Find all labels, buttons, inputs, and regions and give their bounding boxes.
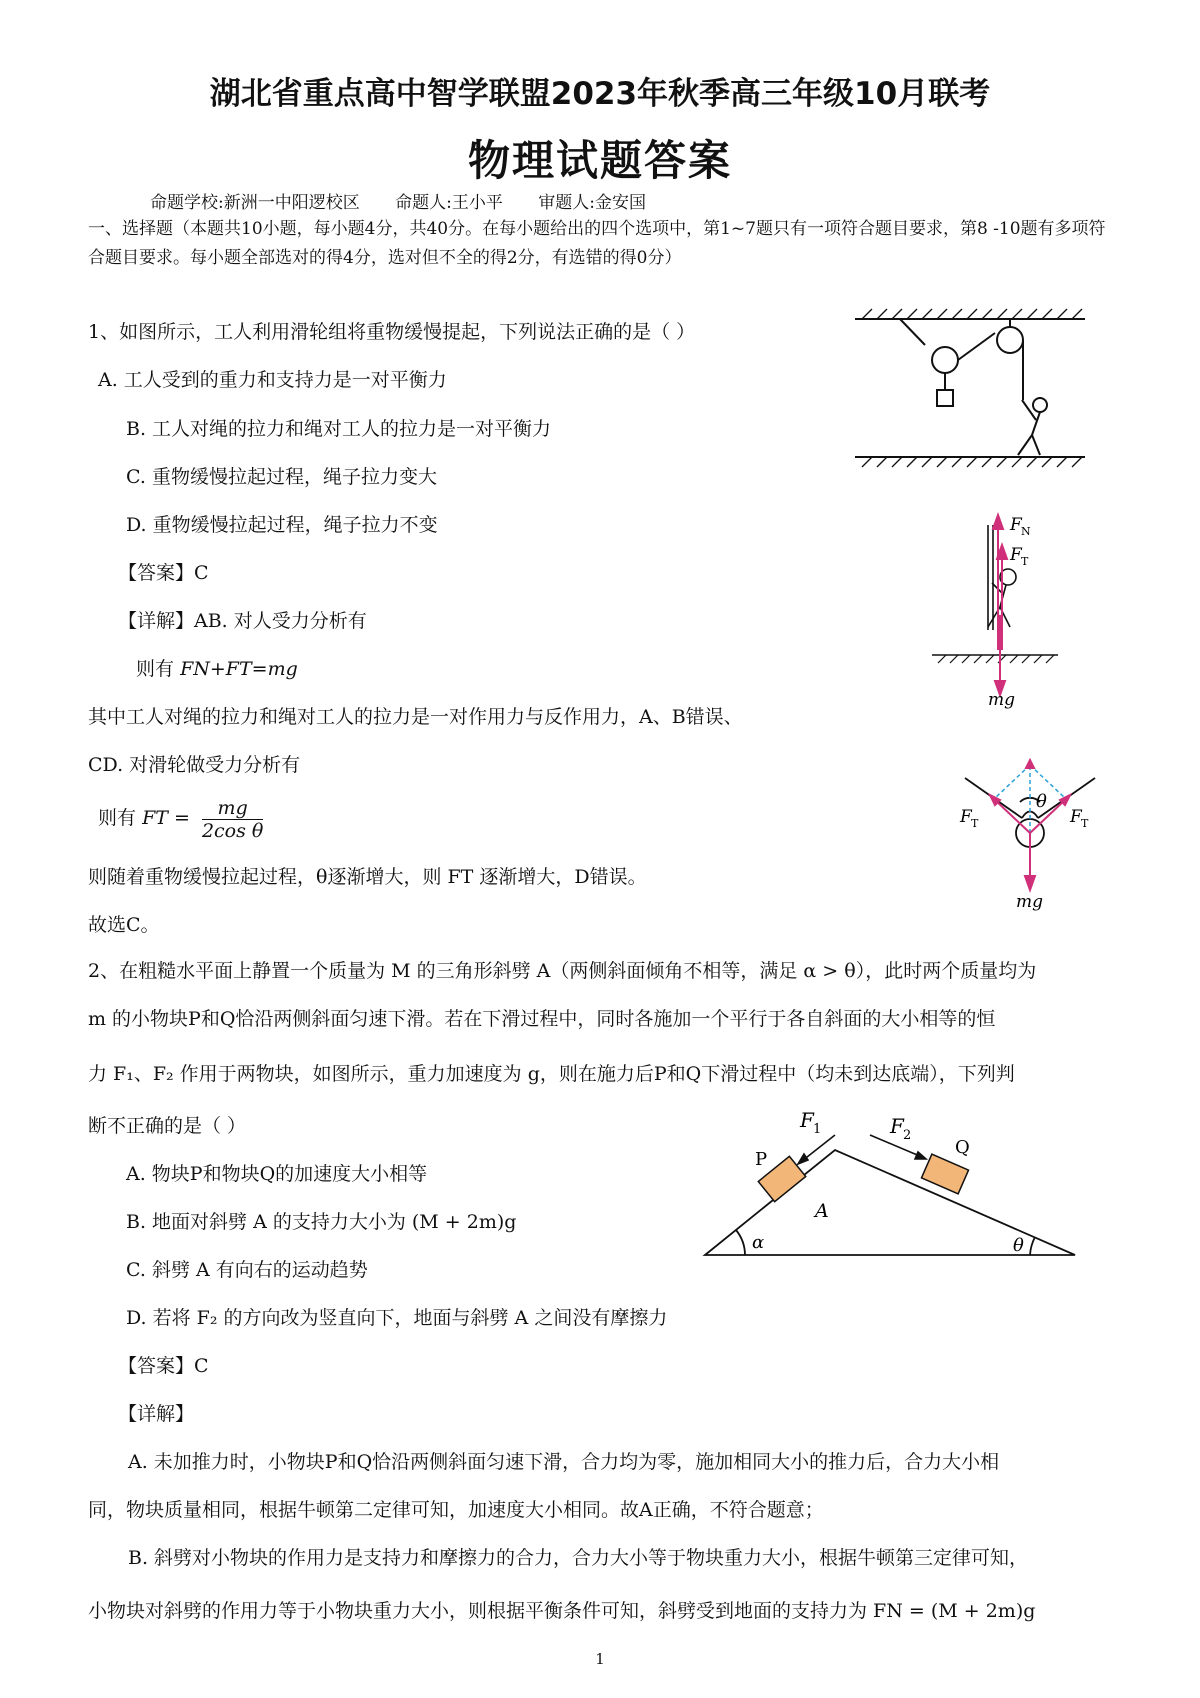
- q2-option-a: A. 物块P和物块Q的加速度大小相等: [126, 1163, 428, 1185]
- q1-option-c: C. 重物缓慢拉起过程，绳子拉力变大: [126, 466, 437, 488]
- q1-option-a: A. 工人受到的重力和支持力是一对平衡力: [98, 369, 447, 391]
- q1-option-b: B. 工人对绳的拉力和绳对工人的拉力是一对平衡力: [126, 418, 552, 440]
- q1-detail-line4: 则随着重物缓慢拉起过程，θ逐渐增大，则 FT 逐渐增大，D错误。: [88, 866, 647, 888]
- q2-stem-line1: 2、在粗糙水平面上静置一个质量为 M 的三角形斜劈 A（两侧斜面倾角不相等，满足 α > θ），此时两个质量均为: [88, 960, 1037, 982]
- q2-stem-line4: 断不正确的是（ ）: [88, 1115, 247, 1137]
- q2-option-c: C. 斜劈 A 有向右的运动趋势: [126, 1259, 368, 1281]
- q1-detail-head: 【详解】AB. 对人受力分析有: [118, 610, 367, 632]
- q1-detail-line2: 其中工人对绳的拉力和绳对工人的拉力是一对作用力与反作用力，A、B错误、: [88, 706, 743, 728]
- q1-eq2-prefix: 则有: [98, 807, 137, 829]
- q2-detail-b-line2: 小物块对斜劈的作用力等于小物块重力大小，则根据平衡条件可知，斜劈受到地面的支持力为 FN = (M + 2m)g: [88, 1600, 1036, 1622]
- label-f1: F: [800, 1108, 814, 1132]
- label-alpha: α: [752, 1232, 765, 1253]
- meta-reviewer: 审题人:金安国: [538, 193, 647, 213]
- meta-school: 命题学校:新洲一中阳逻校区: [150, 193, 360, 213]
- label-mg: mg: [988, 690, 1016, 710]
- q1-eq1: [136, 657, 298, 681]
- q1-stem: 1、如图所示，工人利用滑轮组将重物缓慢提起，下列说法正确的是（ ）: [88, 321, 696, 343]
- q1-eq2: [98, 794, 263, 842]
- q1-eq2-num: mg: [202, 797, 263, 820]
- exam-title: 湖北省重点高中智学联盟2023年秋季高三年级10月联考: [209, 76, 991, 112]
- label-ft-left-sub: T: [971, 817, 979, 830]
- label-mg-pulley: mg: [1016, 892, 1044, 912]
- label-ft: F: [1010, 545, 1022, 565]
- meta-author: 命题人:王小平: [395, 193, 503, 213]
- q2-detail-b-line1: B. 斜劈对小物块的作用力是支持力和摩擦力的合力，合力大小等于物块重力大小，根据牛顿第三定律可知，: [128, 1547, 1029, 1569]
- label-ft-sub: T: [1021, 555, 1029, 568]
- q1-detail-line5: 故选C。: [88, 914, 160, 936]
- label-f1-sub: 1: [813, 1122, 822, 1137]
- q2-option-b: B. 地面对斜劈 A 的支持力大小为 (M + 2m)g: [126, 1211, 517, 1233]
- q1-eq1-prefix: 则有: [136, 658, 175, 680]
- q2-stem-line3: 力 F₁、F₂ 作用于两物块，如图所示，重力加速度为 g，则在施力后P和Q下滑过程中（均未到达底端），下列判: [88, 1063, 1015, 1085]
- label-q: Q: [955, 1137, 970, 1158]
- q1-detail-line3: CD. 对滑轮做受力分析有: [88, 754, 301, 776]
- q1-eq2-den: 2cos θ: [201, 819, 264, 842]
- page-number: 1: [595, 1650, 605, 1668]
- label-fn: F: [1010, 515, 1022, 535]
- label-theta-wedge: θ: [1013, 1235, 1024, 1256]
- q1-answer: 【答案】C: [118, 562, 209, 584]
- q2-detail-head: 【详解】: [118, 1403, 195, 1425]
- label-fn-sub: N: [1021, 525, 1031, 538]
- q2-stem-line2: m 的小物块P和Q恰沿两侧斜面匀速下滑。若在下滑过程中，同时各施加一个平行于各自斜面的大小相等的恒: [88, 1008, 996, 1030]
- label-f2: F: [890, 1114, 904, 1138]
- label-f2-sub: 2: [903, 1128, 912, 1143]
- q1-eq2-lhs: FT =: [142, 807, 190, 829]
- q1-option-d: D. 重物缓慢拉起过程，绳子拉力不变: [126, 514, 438, 536]
- pulley-system-figure: [850, 305, 1090, 490]
- q2-option-d: D. 若将 F₂ 的方向改为竖直向下，地面与斜劈 A 之间没有摩擦力: [126, 1307, 668, 1329]
- wedge-figure: [700, 1105, 1080, 1285]
- q2-answer: 【答案】C: [118, 1355, 209, 1377]
- section-heading: 一、选择题（本题共10小题，每小题4分，共40分。在每小题给出的四个选项中，第1~7题只有一项符合题目要求，第8 -10题有多项符合题目要求。每小题全部选对的得4分，选对但不全的得2分，有选错的得0分）: [88, 219, 1106, 268]
- exam-subtitle: 物理试题答案: [467, 136, 732, 185]
- pulley-force-figure: [950, 760, 1110, 910]
- exam-meta: [150, 188, 676, 213]
- worker-force-figure: [930, 515, 1060, 710]
- q2-detail-a-line2: 同，物块质量相同，根据牛顿第二定律可知，加速度大小相同。故A正确，不符合题意；: [88, 1499, 824, 1521]
- label-p: P: [755, 1149, 768, 1170]
- label-ft-right: F: [1070, 807, 1082, 827]
- q2-detail-a-line1: A. 未加推力时，小物块P和Q恰沿两侧斜面匀速下滑，合力均为零，施加相同大小的推力后，合力大小相: [128, 1451, 1000, 1473]
- q1-eq2-fraction: [202, 797, 263, 842]
- label-a: A: [815, 1200, 829, 1222]
- label-theta: θ: [1036, 791, 1047, 812]
- q1-eq1-formula: FN+FT=mg: [180, 658, 298, 680]
- label-ft-right-sub: T: [1081, 817, 1089, 830]
- label-ft-left: F: [960, 807, 972, 827]
